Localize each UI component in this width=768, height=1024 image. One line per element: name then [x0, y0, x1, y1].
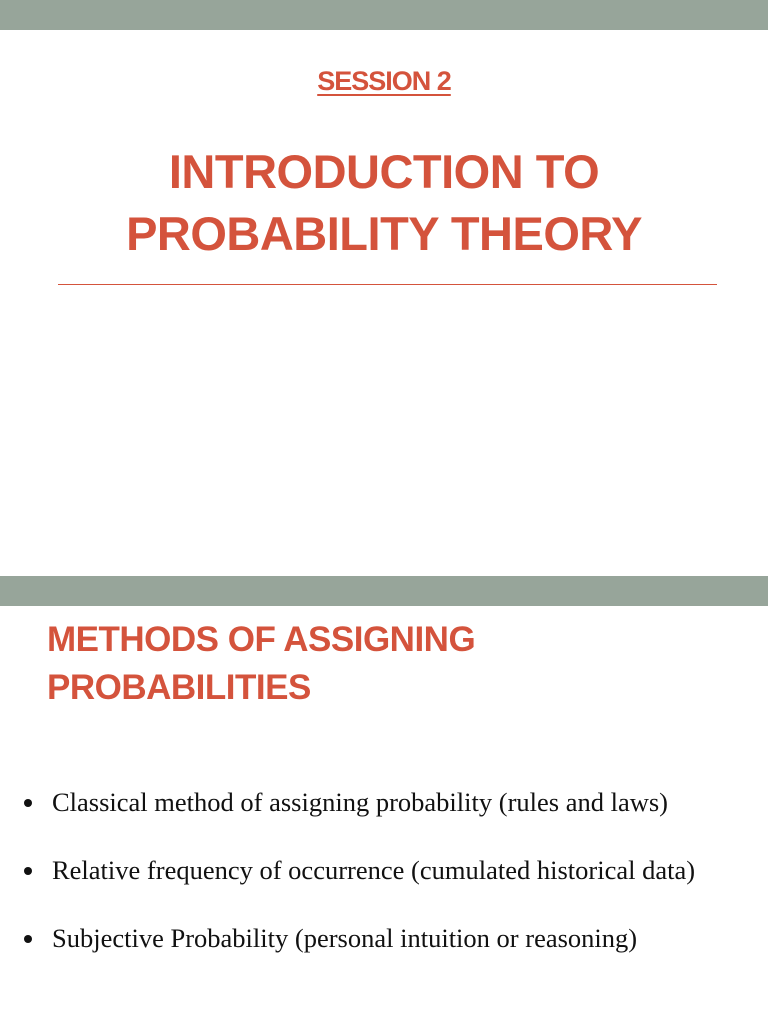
slide-header-band: [0, 0, 768, 30]
bullet-icon: [24, 867, 32, 875]
bullet-icon: [24, 799, 32, 807]
slide-2: [0, 576, 768, 1024]
bullet-text: Subjective Probability (personal intuition or reasoning): [52, 923, 638, 953]
bullet-item: [24, 784, 754, 852]
section-heading-line-2: PROBABILITIES: [47, 668, 311, 707]
slide-title-line-1: INTRODUCTION TO: [168, 145, 600, 198]
slide-title: [0, 141, 768, 265]
section-heading-line-1: METHODS OF ASSIGNING: [47, 620, 476, 659]
bullet-list: [24, 784, 754, 988]
bullet-icon: [24, 935, 32, 943]
bullet-text: Relative frequency of occurrence (cumulated historical data): [52, 855, 696, 885]
session-label: SESSION 2: [317, 66, 451, 96]
bullet-item: [24, 920, 754, 988]
slide-header-band: [0, 576, 768, 606]
title-divider: [58, 284, 717, 285]
bullet-text: Classical method of assigning probability (rules and laws): [52, 787, 669, 817]
bullet-item: [24, 852, 754, 920]
section-heading: [47, 616, 747, 712]
slide-title-line-2: PROBABILITY THEORY: [126, 207, 642, 260]
